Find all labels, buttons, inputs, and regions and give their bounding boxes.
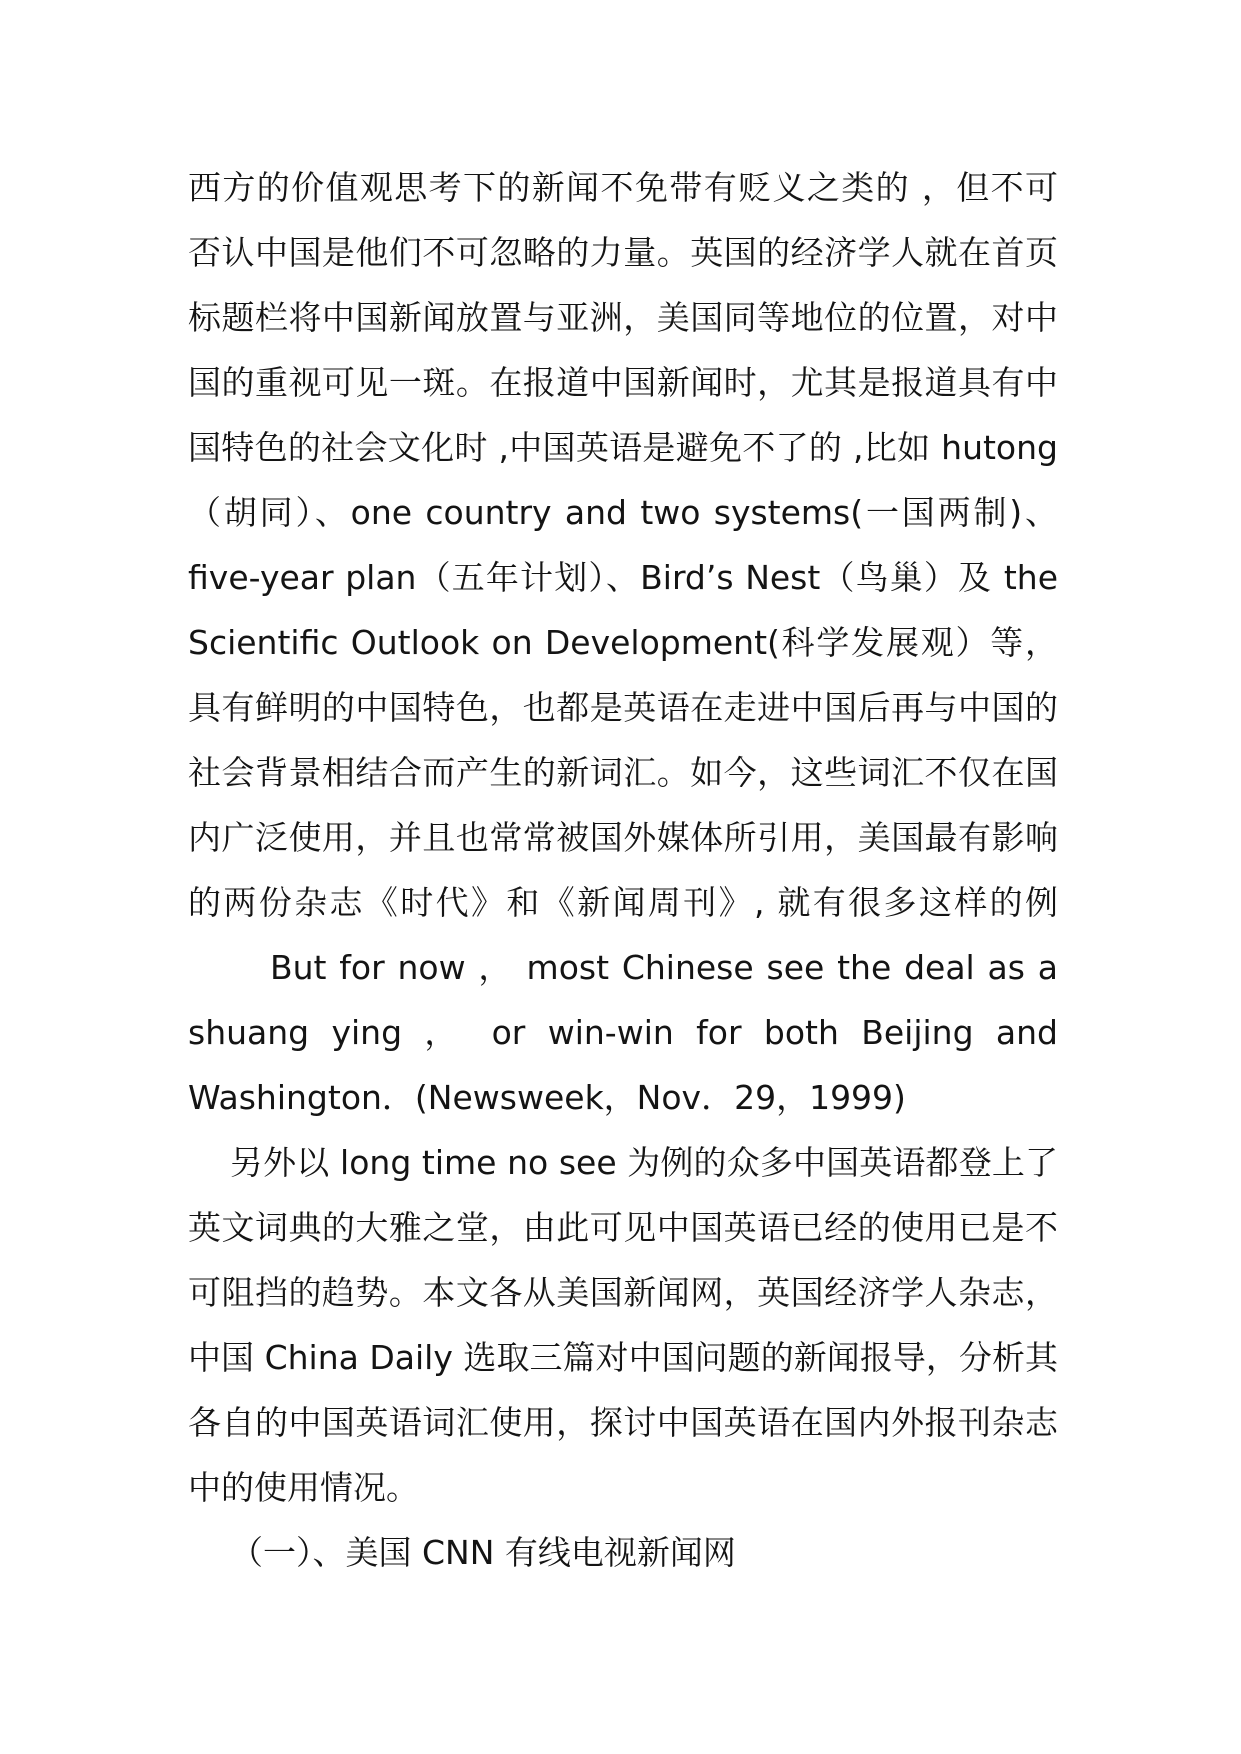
text-line: 的两份杂志《时代》和《新闻周刊》, 就有很多这样的例: [188, 883, 1058, 922]
text-line: 可阻挡的趋势。本文各从美国新闻网，英国经济学人杂志，: [188, 1273, 1058, 1312]
quote-line: But for now ， most Chinese see the deal as a: [270, 948, 1058, 987]
text-line: 国的重视可见一斑。在报道中国新闻时，尤其是报道具有中: [188, 363, 1058, 402]
document-body: [188, 155, 1058, 1585]
paragraph-conclusion: [188, 1130, 1058, 1520]
text-line: 标题栏将中国新闻放置与亚洲，美国同等地位的位置，对中: [188, 298, 1058, 337]
text-line: 各自的中国英语词汇使用，探讨中国英语在国内外报刊杂志: [188, 1403, 1058, 1442]
text-line: 英文词典的大雅之堂，由此可见中国英语已经的使用已是不: [188, 1208, 1058, 1247]
text-line: 否认中国是他们不可忽略的力量。英国的经济学人就在首页: [188, 233, 1058, 272]
text-line: （胡同）、one country and two systems(一国两制)、: [188, 493, 1058, 532]
text-line: 另外以 long time no see 为例的众多中国英语都登上了: [230, 1143, 1058, 1182]
text-line: five-year plan（五年计划）、Bird’s Nest（鸟巢）及 the: [188, 558, 1058, 597]
text-line: 中的使用情况。: [188, 1468, 419, 1507]
text-line: 具有鲜明的中国特色，也都是英语在走进中国后再与中国的: [188, 688, 1058, 727]
section-heading-text: （一）、美国 CNN 有线电视新闻网: [230, 1533, 736, 1572]
paragraph-intro: [188, 155, 1058, 935]
text-line: 国特色的社会文化时 ,中国英语是避免不了的 ,比如 hutong: [188, 428, 1058, 467]
quote-block: [188, 935, 1058, 1130]
section-heading: [188, 1520, 1058, 1585]
text-line: 社会背景相结合而产生的新词汇。如今，这些词汇不仅在国: [188, 753, 1058, 792]
text-line: 中国 China Daily 选取三篇对中国问题的新闻报导，分析其: [188, 1338, 1058, 1377]
quote-line: shuang ying ， or win-win for both Beijing and: [188, 1013, 1058, 1052]
quote-line: Washington．(Newsweek，Nov．29，1999): [188, 1078, 906, 1117]
text-line: 内广泛使用，并且也常常被国外媒体所引用，美国最有影响: [188, 818, 1058, 857]
text-line: Scientific Outlook on Development(科学发展观）等，: [188, 623, 1058, 662]
text-line: 西方的价值观思考下的新闻不免带有贬义之类的 ，但不可: [188, 168, 1058, 207]
